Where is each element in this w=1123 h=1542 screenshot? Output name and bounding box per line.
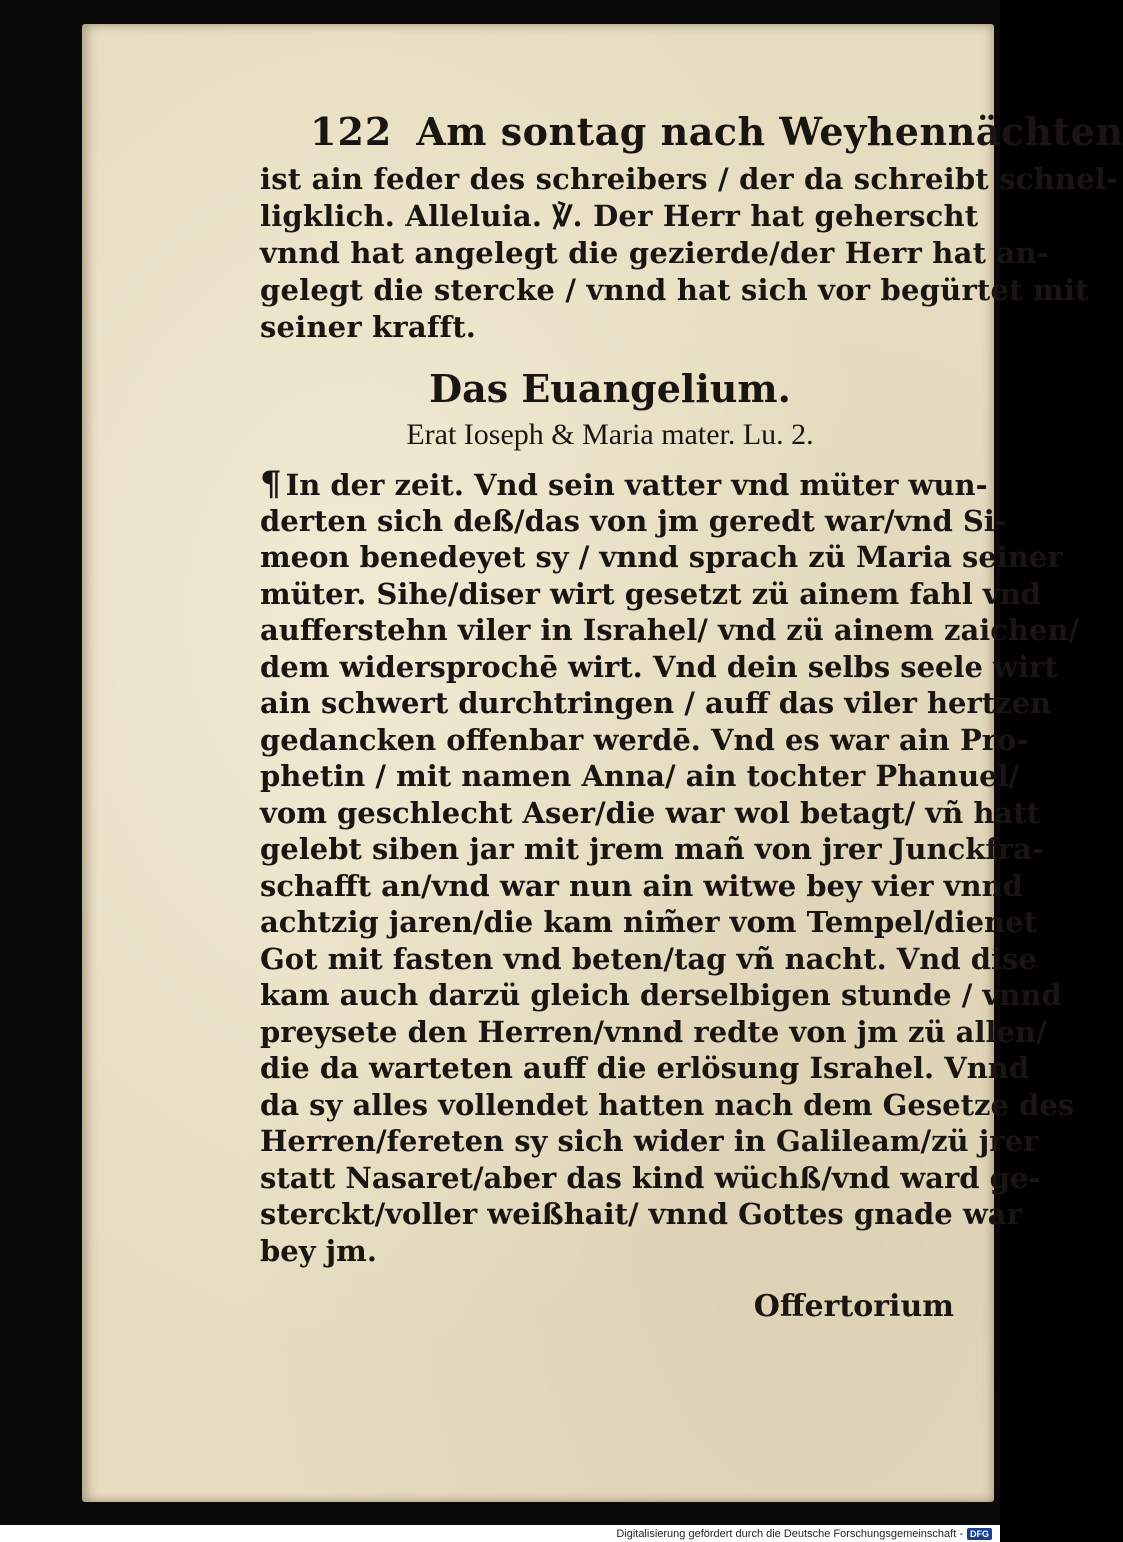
text-line: gedancken offenbar werdē. Vnd es war ain Pro-: [260, 722, 1029, 757]
running-title: Am sontag nach Weyhennächten: [416, 109, 1123, 154]
text-line: ain schwert durchtringen / auff das viler hertzen: [260, 686, 1052, 720]
text-line: aufferstehn viler in Israhel/ vnd zü ainem zaichen/: [260, 613, 1080, 647]
page-text: [260, 109, 1123, 1324]
text-line: phetin / mit namen Anna/ ain tochter Phanuel/: [260, 759, 1020, 793]
text-line: statt Nasaret/aber das kind wüchß/vnd ward ge-: [260, 1160, 1041, 1195]
intro-paragraph: [260, 161, 1119, 346]
catchword: Offertorium: [753, 1289, 954, 1324]
page-header: [260, 109, 1123, 161]
text-line: da sy alles vollendet hatten nach dem Gesetze des: [260, 1087, 1075, 1122]
text-line: sterckt/voller weißhait/ vnnd Gottes gnade war: [260, 1197, 1022, 1231]
digitization-footer: [0, 1525, 1000, 1542]
book-page: [82, 24, 1123, 1502]
pilcrow-mark: ¶: [260, 464, 282, 504]
page-number: 122: [310, 109, 393, 154]
text-line: achtzig jaren/die kam nim̃er vom Tempel/dienet: [260, 905, 1037, 939]
text-line: bey jm.: [260, 1233, 377, 1268]
text-line: gelebt siben jar mit jrem mañ von jrer Junckfra-: [260, 832, 1044, 866]
latin-heading: Erat Ioseph & Maria mater. Lu. 2.: [406, 418, 814, 451]
gospel-paragraph: [260, 464, 1080, 1269]
text-line: ist ain feder des schreibers / der da schreibt schnel-: [260, 162, 1119, 196]
text-line: dem widersprochē wirt. Vnd dein selbs seele wirt: [260, 649, 1058, 684]
text-line: die da warteten auff die erlösung Israhel. Vnnd: [260, 1051, 1030, 1085]
text-line: preysete den Herren/vnnd redte von jm zü allen/: [260, 1014, 1047, 1049]
text-line: meon benedeyet sy / vnnd sprach zü Maria seiner: [260, 540, 1063, 574]
text-line: seiner krafft.: [260, 310, 477, 344]
text-line: schafft an/vnd war nun ain witwe bey vier vnnd: [260, 868, 1023, 903]
text-line: vom geschlecht Aser/die war wol betagt/ vñ hatt: [260, 795, 1040, 830]
text-line: vnnd hat angelegt die gezierde/der Herr hat an-: [260, 236, 1049, 270]
footer-credit: Digitalisierung gefördert durch die Deutsche Forschungsgemeinschaft -: [616, 1527, 963, 1540]
text-line: gelegt die stercke / vnnd hat sich vor begürtet mit: [260, 273, 1089, 307]
text-line: ligklich. Alleluia. ℣. Der Herr hat geherscht: [260, 199, 979, 233]
text-line: Herren/fereten sy sich wider in Galileam/zü jrer: [260, 1124, 1039, 1158]
text-line-content: In der zeit. Vnd sein vatter vnd müter wun-: [285, 468, 988, 502]
text-line: [260, 464, 988, 504]
text-line: müter. Sihe/diser wirt gesetzt zü ainem fahl vnd: [260, 576, 1042, 611]
text-line: Got mit fasten vnd beten/tag vñ nacht. Vnd dise: [260, 941, 1037, 976]
section-heading: Das Euangelium.: [429, 366, 791, 411]
dfg-logo-icon: DFG: [967, 1528, 992, 1540]
text-line: derten sich deß/das von jm geredt war/vnd Si-: [260, 503, 1007, 538]
text-line: kam auch darzü gleich derselbigen stunde / vnnd: [260, 978, 1062, 1012]
